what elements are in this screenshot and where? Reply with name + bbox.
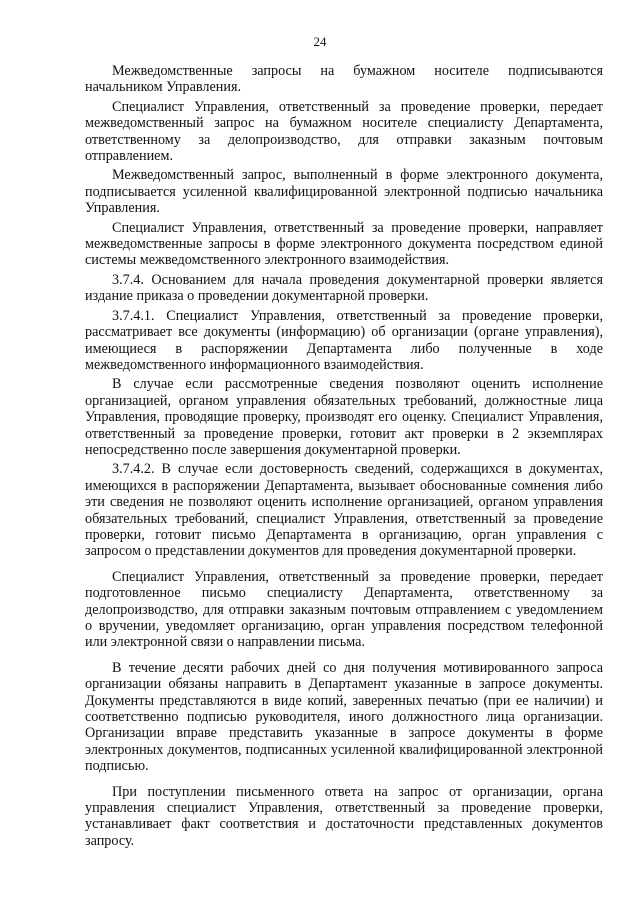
- paragraph-written-response: При поступлении письменного ответа на запрос от организации, органа управления специалист Управления, ответственный за проведение проверки, устанавливает факт соответствия и достаточности представленных документов запросу.: [85, 783, 603, 849]
- paragraph-section-3-7-4: 3.7.4. Основанием для начала проведения документарной проверки является издание приказа о проведении документарной проверки.: [85, 271, 603, 305]
- paragraph-section-3-7-4-2: 3.7.4.2. В случае если достоверность сведений, содержащихся в документах, имеющихся в распоряжении Департамента, вызывает обоснованные сомнения либо эти сведения не позволяют оценить исполнение организацией, органом управления обязательных требований, специалист Управления, ответственный за проведение проверки, готовит письмо Департамента в организацию, орган управления с запросом о представлении документов для проведения документарной проверки.: [85, 461, 603, 560]
- document-body: [85, 63, 603, 852]
- paragraph-paper-requests-signing: Межведомственные запросы на бумажном носителе подписываются начальником Управления.: [85, 63, 603, 96]
- paragraph-electronic-request-sending: Специалист Управления, ответственный за проведение проверки, направляет межведомственные запросы в форме электронного документа посредством единой системы межведомственного электронного взаимодействия.: [85, 219, 603, 269]
- paragraph-ten-working-days: В течение десяти рабочих дней со дня получения мотивированного запроса организации обязаны направить в Департамент указанные в запросе документы. Документы представляются в виде копий, заверенных печатью (при ее наличии) и соответственно подписью руководителя, иного должностного лица организации. Организации вправе представить указанные в запросе документы в форме электронных документов, подписанных усиленной квалифицированной электронной подписью.: [85, 659, 603, 775]
- paragraph-paper-request-transfer: Специалист Управления, ответственный за проведение проверки, передает межведомственный запрос на бумажном носителе специалисту Департамента, ответственному за делопроизводство, для отправки заказным почтовым отправлением.: [85, 98, 603, 165]
- paragraph-electronic-request-signing: Межведомственный запрос, выполненный в форме электронного документа, подписывается усиленной квалифицированной электронной подписью начальника Управления.: [85, 167, 603, 217]
- paragraph-letter-transfer: Специалист Управления, ответственный за проведение проверки, передает подготовленное письмо специалисту Департамента, ответственному за делопроизводство, для отправки заказным почтовым отправлением с уведомлением о вручении, уведомляет организацию, орган управления посредством телефонной или электронной связи о направлении письма.: [85, 568, 603, 651]
- paragraph-assessment-act: В случае если рассмотренные сведения позволяют оценить исполнение организацией, органом управления обязательных требований, должностные лица Управления, проводящие проверку, производят его оценку. Специалист Управления, ответственный за проведение проверки, готовит акт проверки в 2 экземплярах непосредственно после завершения документарной проверки.: [85, 376, 603, 458]
- paragraph-section-3-7-4-1: 3.7.4.1. Специалист Управления, ответственный за проведение проверки, рассматривает все документы (информацию) об организации (органе управления), имеющиеся в распоряжении Департамента либо полученные в ходе межведомственного информационного взаимодействия.: [85, 307, 603, 373]
- page-number: 24: [313, 34, 327, 49]
